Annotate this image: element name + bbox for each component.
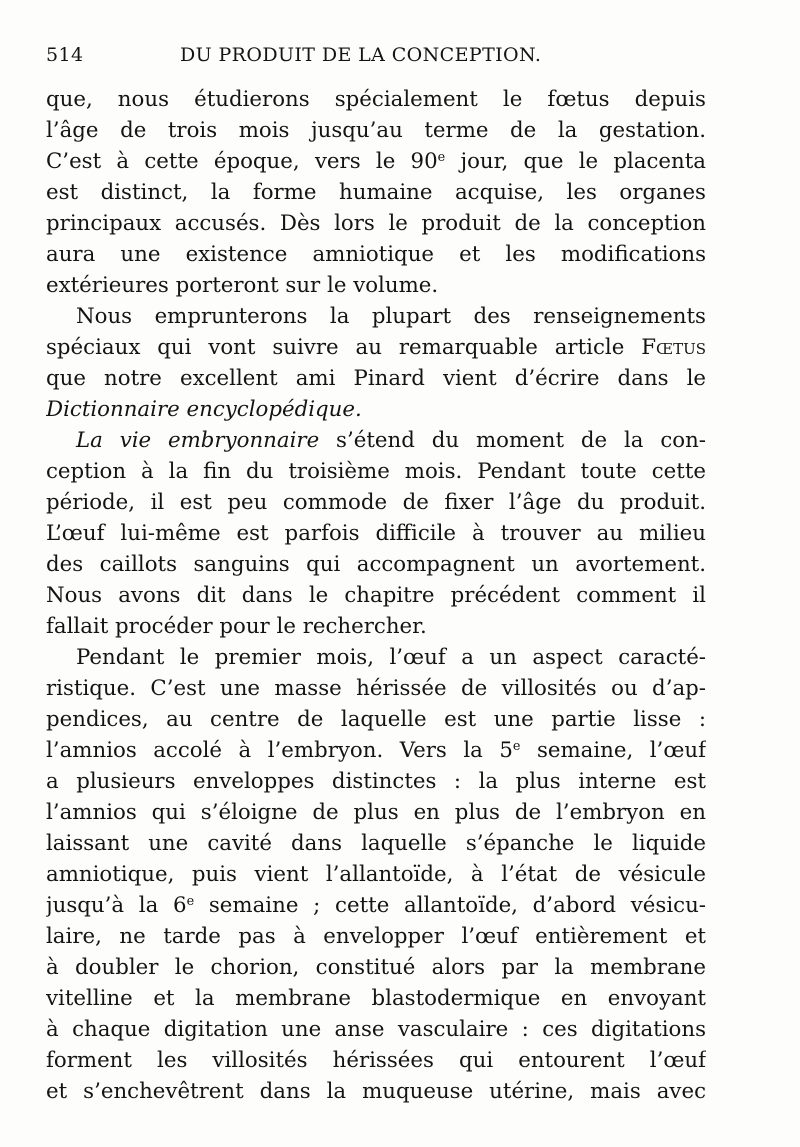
text-line: vitelline et la membrane blastodermique en envoyant [46, 986, 706, 1011]
text-line: La vie embryonnaire s’étend du moment de la con- [76, 428, 706, 453]
text-line: est distinct, la forme humaine acquise, les organes [46, 180, 706, 205]
text-line: l’amnios qui s’éloigne de plus en plus de l’embryon en [46, 800, 706, 825]
text-line: laire, ne tarde pas à envelopper l’œuf entièrement et [46, 924, 706, 949]
dictionary-title: Dictionnaire encyclopédique. [46, 397, 362, 422]
text-line: pendices, au centre de laquelle est une partie lisse : [46, 707, 706, 732]
text-line: L’œuf lui-même est parfois difficile à trouver au milieu [46, 521, 706, 546]
text-line: Pendant le premier mois, l’œuf a un aspect caracté- [76, 645, 706, 670]
text-line: que, nous étudierons spécialement le fœtus depuis [46, 87, 706, 112]
text-line: l’âge de trois mois jusqu’au terme de la gestation. [46, 118, 706, 143]
text-line: spéciaux qui vont suivre au remarquable article Fœtus [46, 335, 706, 360]
text-line: Nous emprunterons la plupart des renseignements [76, 304, 706, 329]
page-number: 514 [46, 44, 84, 66]
text-line: et s’enchevêtrent dans la muqueuse utérine, mais avec [46, 1079, 706, 1104]
text-line: à doubler le chorion, constitué alors par la membrane [46, 955, 706, 980]
text-line: forment les villosités hérissées qui entourent l’œuf [46, 1048, 706, 1073]
text-line: l’amnios accolé à l’embryon. Vers la 5e semaine, l’œuf [46, 738, 706, 763]
text-line: laissant une cavité dans laquelle s’épanche le liquide [46, 831, 706, 856]
section-term: La vie embryonnaire [76, 428, 320, 453]
text-line [46, 394, 706, 425]
text-line: des caillots sanguins qui accompagnent un avortement. [46, 552, 706, 577]
article-title: Fœtus [641, 335, 706, 360]
body-text [46, 84, 706, 1107]
text-line: extérieures porteront sur le volume. [46, 273, 439, 298]
text-line: période, il est peu commode de fixer l’âge du produit. [46, 490, 706, 515]
text-line: a plusieurs enveloppes distinctes : la plus interne est [46, 769, 706, 794]
text-line: jusqu’à la 6e semaine ; cette allantoïde, d’abord vésicu- [46, 893, 706, 918]
text-line: principaux accusés. Dès lors le produit de la conception [46, 211, 706, 236]
text-line: ristique. C’est une masse hérissée de villosités ou d’ap- [46, 676, 706, 701]
text-line: fallait procéder pour le rechercher. [46, 614, 427, 639]
running-title: DU PRODUIT DE LA CONCEPTION. [180, 44, 542, 66]
text-line: que notre excellent ami Pinard vient d’écrire dans le [46, 366, 706, 391]
text-line: C’est à cette époque, vers le 90e jour, que le placenta [46, 149, 706, 174]
text-line: Nous avons dit dans le chapitre précédent comment il [46, 583, 706, 608]
text-line: aura une existence amniotique et les modifications [46, 242, 706, 267]
running-header [46, 44, 706, 78]
text-line: à chaque digitation une anse vasculaire : ces digitations [46, 1017, 706, 1042]
text-line: ception à la fin du troisième mois. Pendant toute cette [46, 459, 706, 484]
text-line: amniotique, puis vient l’allantoïde, à l’état de vésicule [46, 862, 706, 887]
